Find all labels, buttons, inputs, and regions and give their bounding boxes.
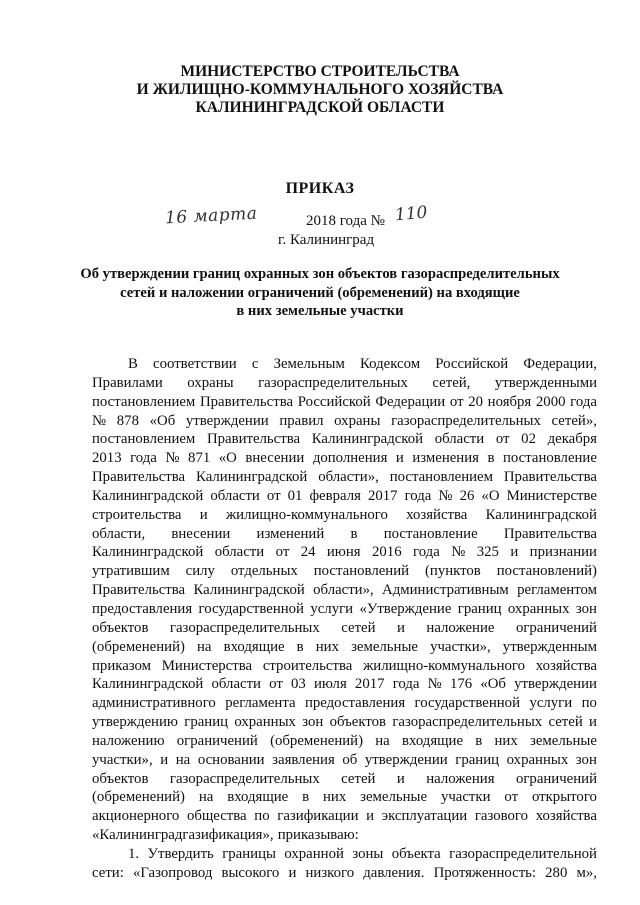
body-line: приказом Министерства строительства жилищно-коммунального хозяйства: [92, 657, 597, 674]
body-line: строительства и жилищно-коммунального хозяйства Калининградской: [92, 506, 597, 523]
document-type-title: ПРИКАЗ: [285, 180, 355, 197]
body-line: (обременений) на входящие в них земельные участки», утвержденным: [92, 638, 597, 655]
order-subject: [0, 265, 640, 321]
body-line: 2013 года № 871 «О внесении дополнения и изменения в постановление: [92, 450, 597, 467]
body-line: В соответствии с Земельным Кодексом Российской Федерации,: [128, 356, 597, 372]
body-line: объектов газораспределительных сетей и наложения ограничений: [92, 770, 597, 787]
body-line: (обременений) на входящие в них земельные участки от открытого: [92, 789, 597, 806]
body-line: области, внесении изменений в постановление Правительства: [92, 525, 597, 542]
body-line: административного регламента предоставления государственной услуги по: [92, 695, 597, 712]
ministry-name: [0, 63, 640, 117]
body-line: объектов газораспределительных сетей и наложение ограничений: [92, 619, 597, 636]
body-line: участки», и на основании заявления об утверждении границ охранных зон: [92, 751, 597, 768]
body-line: 1. Утвердить границы охранной зоны объекта газораспределительной: [128, 845, 597, 862]
body-line: Калининградской области от 03 июля 2017 года № 176 «Об утверждении: [92, 676, 597, 693]
subject-line: сетей и наложении ограничений (обременений) на входящие: [120, 284, 520, 301]
body-line: «Калининградгазификация», приказываю:: [92, 827, 359, 844]
body-line: сети: «Газопровод высокого и низкого давления. Протяженность: 280 м»,: [92, 864, 597, 881]
body-line: Калининградской области от 01 февраля 2017 года № 26 «О Министерстве: [92, 487, 597, 504]
body-line: № 878 «Об утверждении правил охраны газораспределительных сетей»,: [92, 412, 597, 429]
date-text: 2018 года №: [306, 213, 385, 229]
ministry-line: МИНИСТЕРСТВО СТРОИТЕЛЬСТВА: [180, 63, 460, 80]
body-line: утверждению границ охранных зон объектов газораспределительных сетей и: [92, 714, 597, 731]
city-name: г. Калининград: [278, 232, 375, 248]
ministry-line: И ЖИЛИЩНО-КОММУНАЛЬНОГО ХОЗЯЙСТВА: [136, 81, 504, 98]
body-line: Калининградской области от 24 июня 2016 года № 325 и признании: [92, 544, 597, 561]
body-line: Правительства Калининградской области», Административным регламентом: [92, 582, 597, 599]
body-line: постановлением Правительства Калининградской области от 02 декабря: [92, 431, 597, 448]
order-body: [92, 355, 597, 883]
body-line: Правительства Калининградской области», постановлением Правительства: [92, 469, 597, 486]
body-line: Правилами охраны газораспределительных сетей, утвержденными: [92, 374, 597, 391]
subject-line: Об утверждении границ охранных зон объектов газораспределительных: [80, 266, 560, 282]
body-line: акционерного общества по газификации и эксплуатации газового хозяйства: [92, 808, 597, 825]
body-line: предоставления государственной услуги «Утверждение границ охранных зон: [92, 600, 597, 617]
handwritten-date: 16 марта: [164, 203, 258, 229]
body-line: наложению ограничений (обременений) на входящие в них земельные: [92, 732, 597, 749]
ministry-line: КАЛИНИНГРАДСКОЙ ОБЛАСТИ: [195, 99, 445, 116]
subject-line: в них земельные участки: [236, 303, 404, 319]
body-line: утратившим силу отдельных постановлений (пунктов постановлений): [92, 563, 597, 580]
handwritten-number: 110: [394, 202, 429, 226]
body-line: постановлением Правительства Российской Федерации от 20 ноября 2000 года: [92, 393, 597, 410]
